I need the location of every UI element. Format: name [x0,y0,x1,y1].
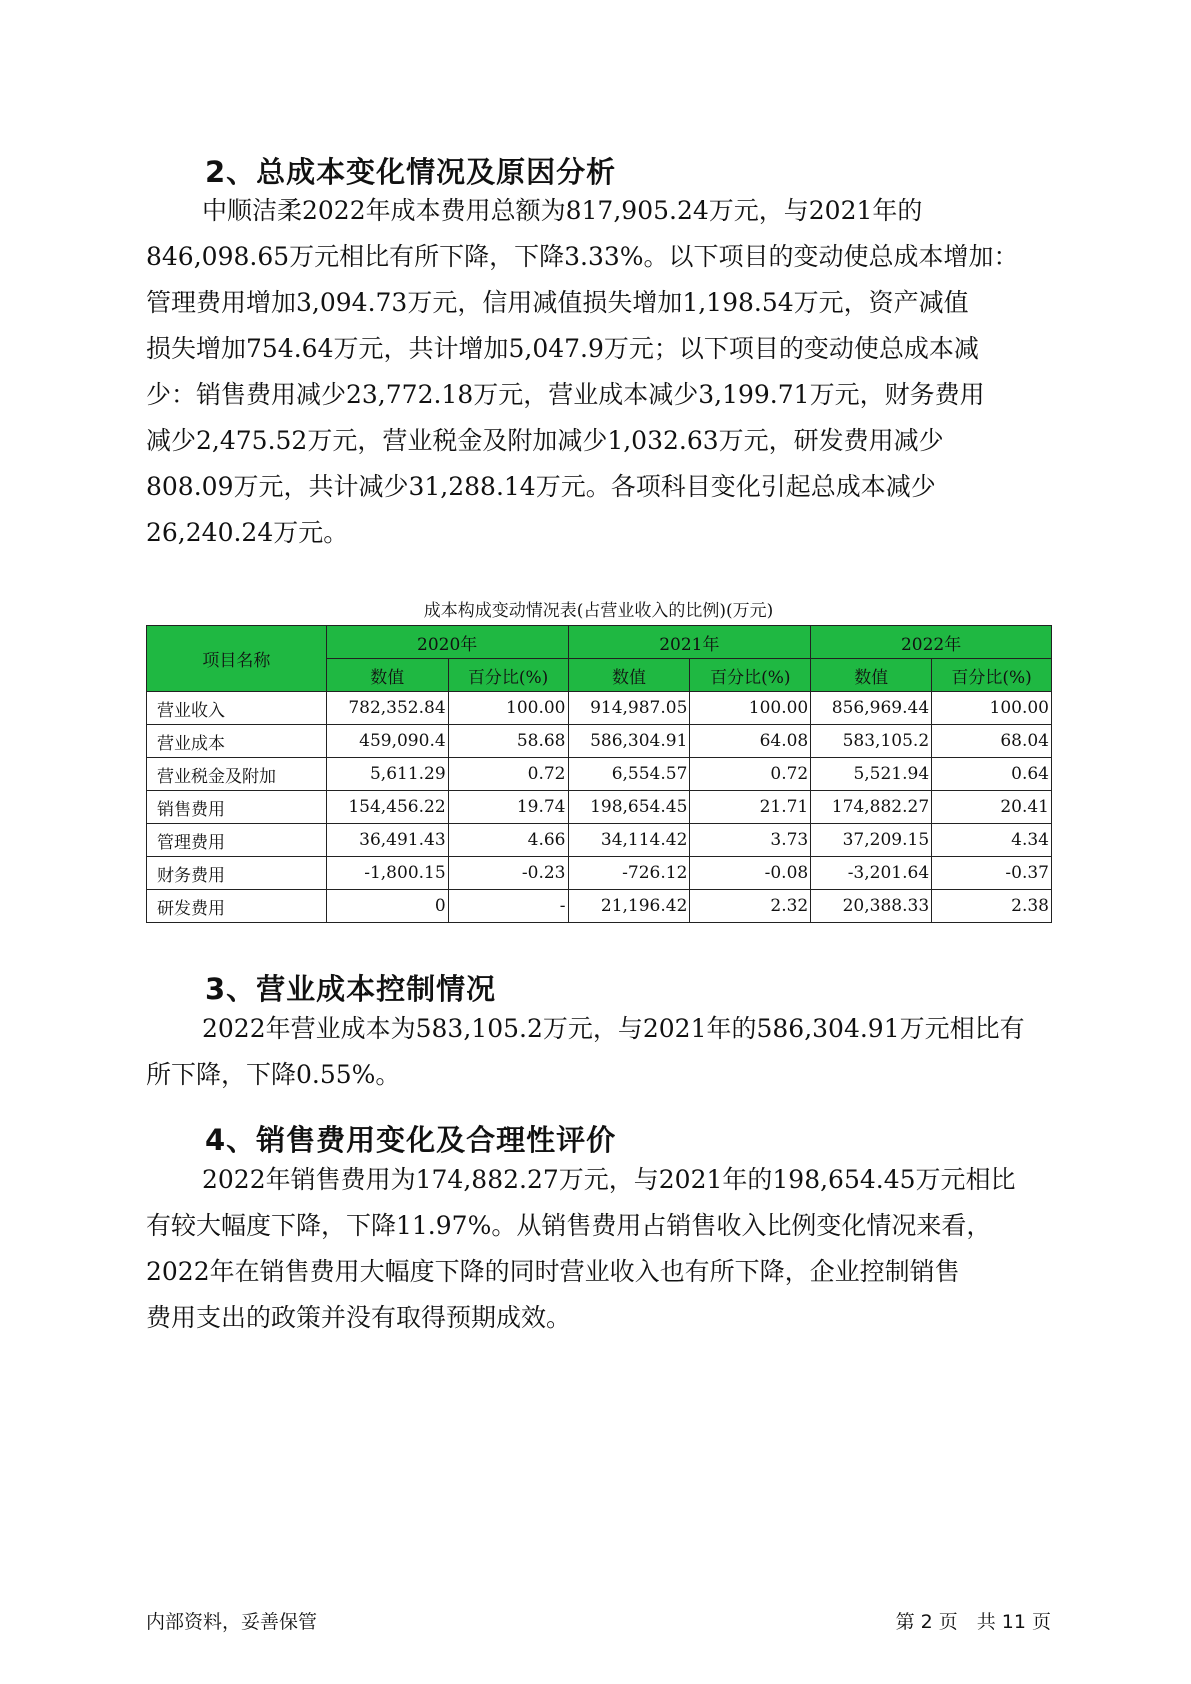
paragraph-line: 26,240.24万元。 [146,518,349,547]
paragraph-line: 有较大幅度下降，下降11.97%。从销售费用占销售收入比例变化情况来看， [146,1211,992,1240]
row-label: 营业收入 [147,692,327,725]
paragraph-line: 所下降，下降0.55%。 [146,1060,401,1089]
header-year-2021: 2021年 [568,626,811,659]
cell-value: 20,388.33 [811,890,932,923]
table-row [147,725,1052,758]
cell-value: 36,491.43 [326,824,448,857]
cell-value: 0 [326,890,448,923]
header-year-2022: 2022年 [811,626,1052,659]
cell-value: 583,105.2 [811,725,932,758]
row-label: 营业成本 [147,725,327,758]
cell-value: 856,969.44 [811,692,932,725]
cell-percent: 58.68 [448,725,568,758]
cell-percent: - [448,890,568,923]
cell-percent: 64.08 [690,725,811,758]
paragraph-line: 损失增加754.64万元，共计增加5,047.9万元；以下项目的变动使总成本减 [146,334,979,363]
cell-value: 914,987.05 [568,692,690,725]
header-percent: 百分比(%) [932,659,1052,692]
cell-percent: 2.32 [690,890,811,923]
table-row [147,791,1052,824]
table-row [147,857,1052,890]
cell-value: 21,196.42 [568,890,690,923]
paragraph-line: 少：销售费用减少23,772.18万元，营业成本减少3,199.71万元，财务费用 [146,380,985,409]
row-label: 财务费用 [147,857,327,890]
cell-percent: 68.04 [932,725,1052,758]
header-year-2020: 2020年 [326,626,568,659]
section-4-paragraph [146,1157,1051,1341]
header-value: 数值 [326,659,448,692]
paragraph-line: 2022年在销售费用大幅度下降的同时营业收入也有所下降，企业控制销售 [146,1257,960,1286]
table-row [147,692,1052,725]
table-caption: 成本构成变动情况表(占营业收入的比例)(万元) [423,601,774,621]
cell-percent: 3.73 [690,824,811,857]
cell-percent: -0.08 [690,857,811,890]
cell-percent: 21.71 [690,791,811,824]
section-3-paragraph [146,1006,1051,1098]
row-label: 研发费用 [147,890,327,923]
cell-percent: 0.64 [932,758,1052,791]
cell-value: 37,209.15 [811,824,932,857]
cell-percent: 2.38 [932,890,1052,923]
cell-value: 174,882.27 [811,791,932,824]
header-value: 数值 [568,659,690,692]
cell-percent: 20.41 [932,791,1052,824]
header-item-name: 项目名称 [147,626,327,692]
paragraph-line: 管理费用增加3,094.73万元，信用减值损失增加1,198.54万元，资产减值 [146,288,969,317]
paragraph-line: 846,098.65万元相比有所下降，下降3.33%。以下项目的变动使总成本增加： [146,242,1019,271]
paragraph-line: 2022年销售费用为174,882.27万元，与2021年的198,654.45万元相比 [202,1165,1016,1194]
cell-percent: 100.00 [932,692,1052,725]
cell-value: 198,654.45 [568,791,690,824]
header-value: 数值 [811,659,932,692]
row-label: 销售费用 [147,791,327,824]
footer-confidential-note: 内部资料，妥善保管 [146,1611,318,1633]
cell-value: 34,114.42 [568,824,690,857]
header-percent: 百分比(%) [690,659,811,692]
section-4-heading: 4、销售费用变化及合理性评价 [205,1123,617,1157]
row-label: 营业税金及附加 [147,758,327,791]
cell-percent: 4.34 [932,824,1052,857]
row-label: 管理费用 [147,824,327,857]
cell-value: 459,090.4 [326,725,448,758]
footer-page-number: 第 2 页 共 11 页 [895,1611,1051,1633]
cell-value: -1,800.15 [326,857,448,890]
cell-value: 154,456.22 [326,791,448,824]
cell-percent: 0.72 [448,758,568,791]
paragraph-line: 2022年营业成本为583,105.2万元，与2021年的586,304.91万元相比有 [202,1014,1025,1043]
cell-percent: 100.00 [690,692,811,725]
cell-value: -3,201.64 [811,857,932,890]
cell-value: 6,554.57 [568,758,690,791]
cell-value: 586,304.91 [568,725,690,758]
cell-percent: -0.37 [932,857,1052,890]
cell-percent: 19.74 [448,791,568,824]
header-percent: 百分比(%) [448,659,568,692]
cost-structure-table [146,625,1052,923]
section-3-heading: 3、营业成本控制情况 [205,972,497,1006]
paragraph-line: 中顺洁柔2022年成本费用总额为817,905.24万元，与2021年的 [202,196,923,225]
table-row [147,890,1052,923]
cell-value: 5,611.29 [326,758,448,791]
paragraph-line: 减少2,475.52万元，营业税金及附加减少1,032.63万元，研发费用减少 [146,426,944,455]
paragraph-line: 808.09万元，共计减少31,288.14万元。各项科目变化引起总成本减少 [146,472,936,501]
cell-percent: 0.72 [690,758,811,791]
cell-value: 5,521.94 [811,758,932,791]
cell-percent: 4.66 [448,824,568,857]
section-2-paragraph [146,188,1051,556]
table-row [147,758,1052,791]
cell-value: -726.12 [568,857,690,890]
cell-value: 782,352.84 [326,692,448,725]
paragraph-line: 费用支出的政策并没有取得预期成效。 [146,1303,572,1332]
cell-percent: 100.00 [448,692,568,725]
table-row [147,824,1052,857]
section-2-heading: 2、总成本变化情况及原因分析 [205,155,617,189]
cell-percent: -0.23 [448,857,568,890]
